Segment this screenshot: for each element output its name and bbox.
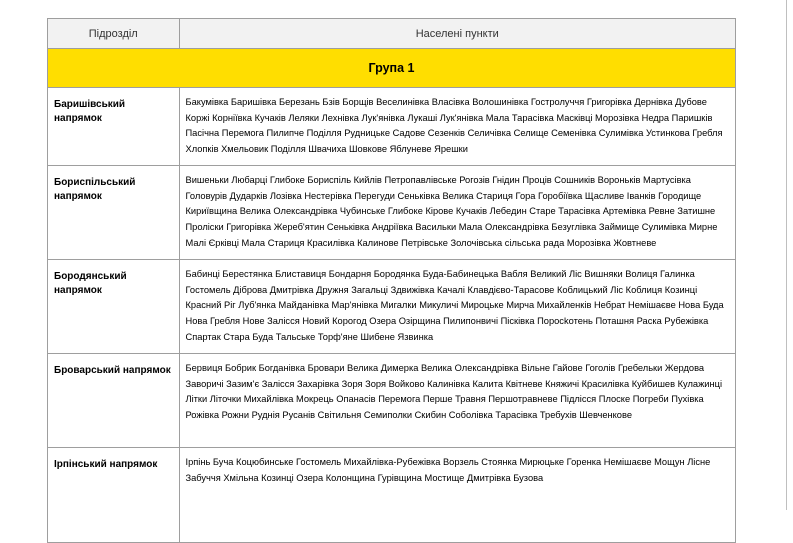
direction-name: Бородянський напрямок xyxy=(48,259,179,353)
direction-name: Ірпінський напрямок xyxy=(48,447,179,542)
group-row xyxy=(48,49,735,88)
direction-name: Бориспільський напрямок xyxy=(48,165,179,259)
header-settlements: Населені пункти xyxy=(179,19,735,49)
table-row xyxy=(48,165,735,259)
table-row xyxy=(48,447,735,542)
table-row xyxy=(48,259,735,353)
header-division: Підрозділ xyxy=(48,19,179,49)
table-row xyxy=(48,88,735,166)
table-row xyxy=(48,353,735,447)
settlements-list: Бабинці Берестянка Блиставиця Бондарня Бородянка Буда-Бабинецька Вабля Великий Ліс Вишняки Волиця Галинка Гостомель Діброва Дмитрівка Дружня Загальці Здвижівка Качалі Клавдієво-Тарасове Коблицький Ліс Коблиця Козинці Красний Ріг Луб'янка Майданівка Мар'янівка Мигалки Микуличі Мироцьке Мирча Михайленків Небрат Немішаєве Нова Буда Нова Гребля Нове Залісся Новий Корогод Озера Озірщина Пилипонвичі Пісківка Поросkотень Поташня Раска Рубежівка Спартак Стара Буда Тальське Торф'яне Шибене Язвинка xyxy=(179,259,735,353)
direction-name: Броварський напрямок xyxy=(48,353,179,447)
settlements-list: Вишеньки Любарці Глибоке Бориспіль Кийлів Петропавлівське Рогозів Гнідин Проців Сошників Вороньків Мартусівка Головурів Дударків Лозівка Нестерівка Перегуди Сеньківка Велика Стариця Гора Горобіївка Щасливе Іванків Городище Кириївщина Велика Олександрівка Чубинське Глибоке Кірове Кучаків Лебедин Старе Тарасівка Артемівка Ревне Затишне Проліски Григорівка Жереб'ятин Сеньківка Андріївка Васильки Мала Олександрівка Безуглівка Займище Сулимівка Мирне Малі Єрківці Мала Стариця Красилівка Калинове Петрівське Золочівська сільська рада Морозівка Жовтневе xyxy=(179,165,735,259)
settlements-list: Бервиця Бобрик Богданівка Бровари Велика Димерка Велика Олександрівка Вільне Гайове Гоголів Гребельки Жердова Заворичі Зазим'є Залісся Захарівка Зоря Зоря Войково Калинівка Калита Квітневе Княжичі Красилівка Куйбишев Кулажинці Літки Літочки Михайлівка Мокрець Опанасів Перемога Перше Травня Першотравневе Підлісся Плоске Погреби Пухівка Рожівка Рожни Руднія Русанів Світильня Семиполки Скибин Соболівка Тарасівка Требухів Шевченкове xyxy=(179,353,735,447)
page-edge-line xyxy=(786,0,787,510)
table-header-row xyxy=(48,19,735,49)
settlements-list: Ірпінь Буча Коцюбинське Гостомель Михайлівка-Рубежівка Ворзель Стоянка Мирюцьке Горенка Немішаєве Мощун Лісне Забуччя Хмільна Козинці Озера Колонщина Гурівщина Мостище Дмитрівка Бузова xyxy=(185,456,711,483)
group-title: Група 1 xyxy=(48,49,735,88)
table xyxy=(48,19,735,542)
settlements-table xyxy=(47,18,736,543)
direction-name: Баришівський напрямок xyxy=(48,88,179,166)
settlements-list: Бакумівка Баришівка Березань Бзів Борщів Веселинівка Власівка Волошинівка Гостролуччя Григорівка Дернівка Дубове Коржі Корніївка Кучаків Леляки Лехнівка Лук'янівка Лукаші Лук'янівка Мала Тарасівка Масківці Морозівка Недра Паришків Пасічна Перемога Пилипче Поділля Рудницьке Садове Сезенків Селичівка Селище Семенівка Сулимівка Устинкова Гребля Хлопків Хмельовик Поділля Швачиха Шовкове Яблуневе Ярешки xyxy=(179,88,735,166)
